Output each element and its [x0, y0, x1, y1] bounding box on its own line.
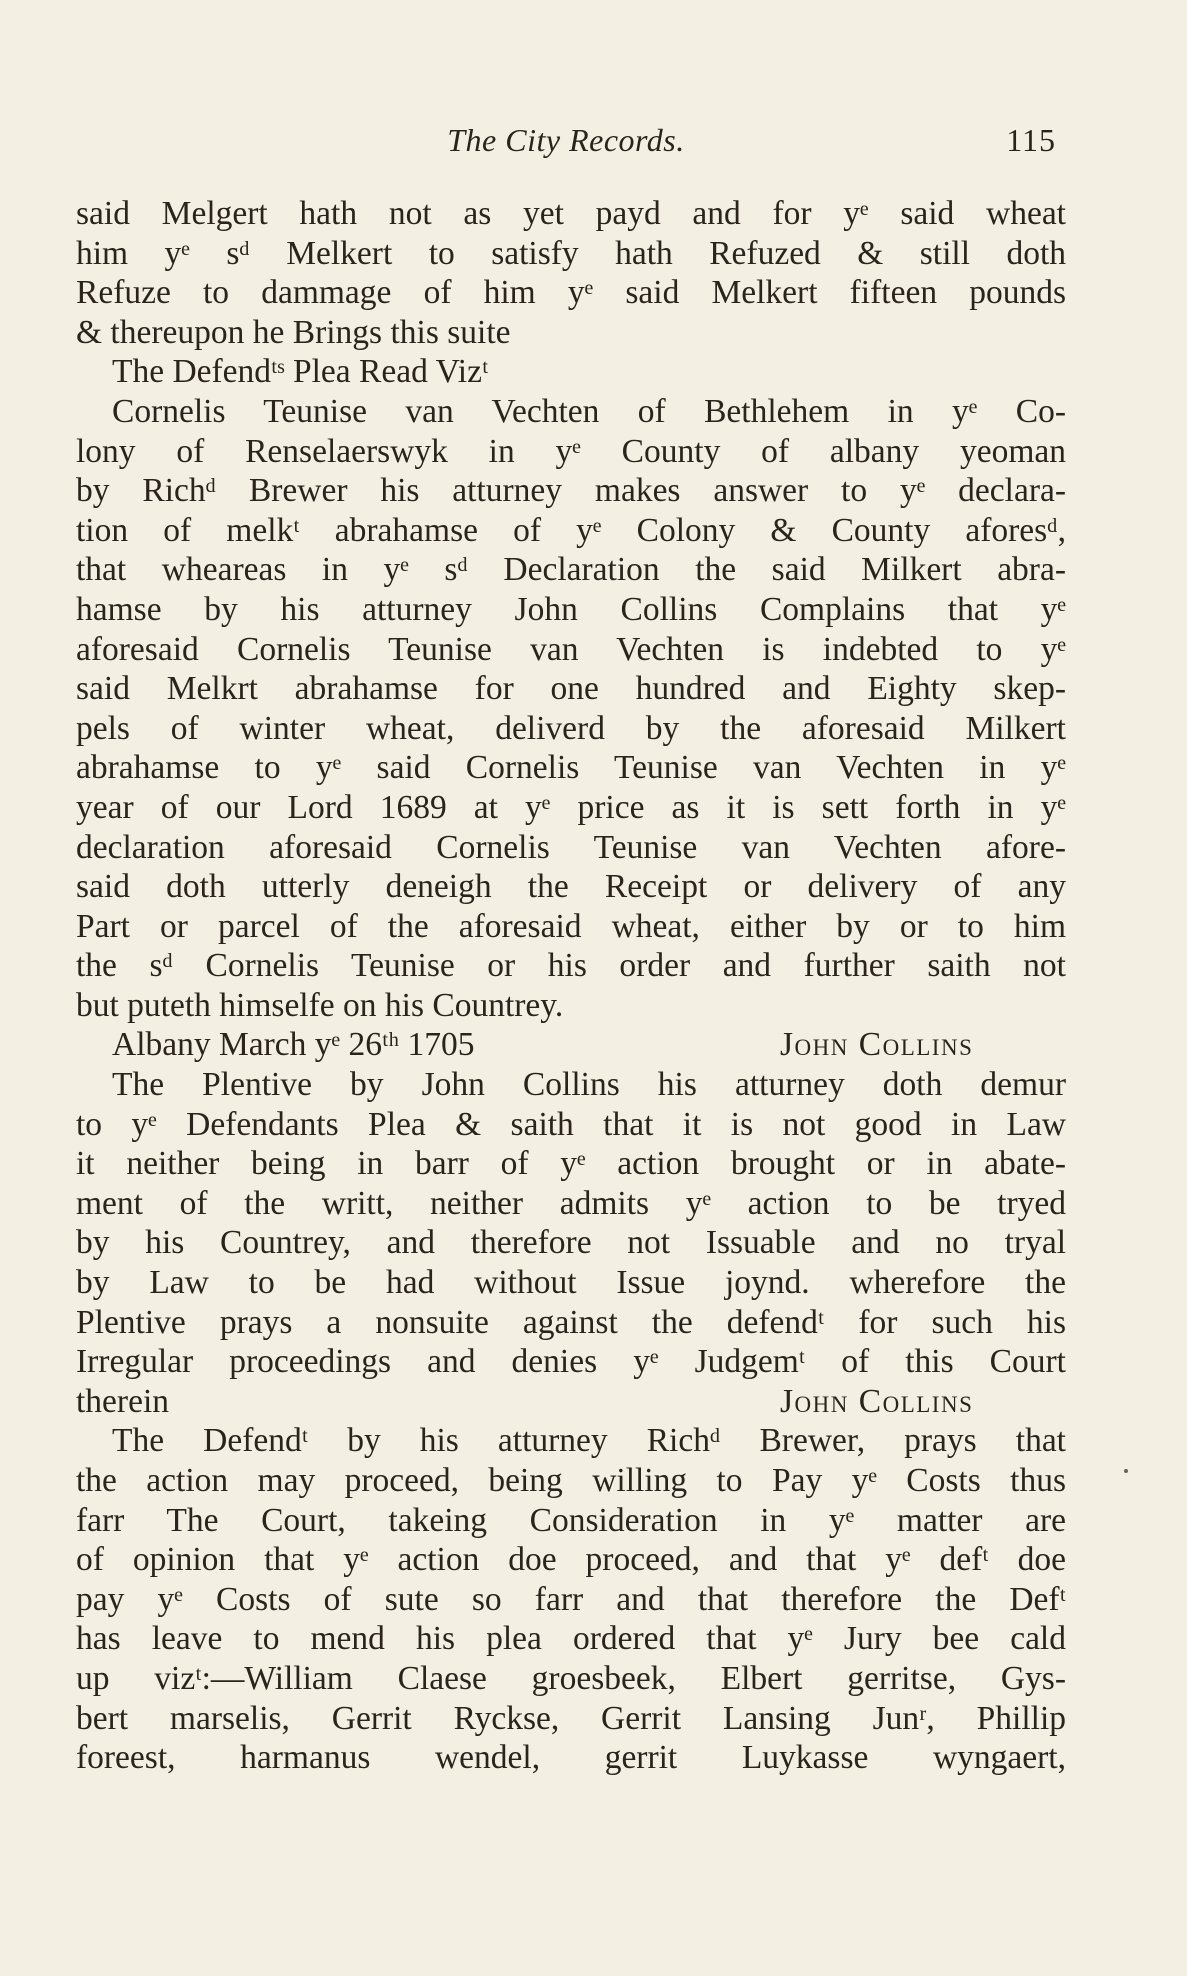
text-line: said Melgert hath not as yet payd and for yᵉ said wheat	[76, 195, 1066, 232]
body-text	[76, 194, 1066, 1778]
text-line: bert marselis, Gerrit Ryckse, Gerrit Lansing Junʳ, Phillip	[76, 1699, 1066, 1737]
text-line: up vizᵗ:—William Claese groesbeek, Elbert gerritse, Gys-	[76, 1659, 1066, 1697]
text-line: foreest, harmanus wendel, gerrit Luykasse wyngaert,	[76, 1739, 1066, 1777]
text-line: The Defendᵗ by his atturney Richᵈ Brewer, prays that	[112, 1422, 1066, 1460]
text-line: year of our Lord 1689 at yᵉ price as it is sett forth in yᵉ	[76, 788, 1066, 826]
text-line: it neither being in barr of yᵉ action brought or in abate-	[76, 1145, 1066, 1183]
text-line: farr The Court, takeing Consideration in yᵉ matter are	[76, 1501, 1066, 1539]
text-line: Refuze to dammage of him yᵉ said Melkert fifteen pounds	[76, 274, 1066, 312]
text-line: Plentive prays a nonsuite against the defendᵗ for such his	[76, 1303, 1066, 1341]
text-line: Cornelis Teunise van Vechten of Bethlehem in yᵉ Co-	[112, 392, 1066, 430]
text-line: Irregular proceedings and denies yᵉ Judgemᵗ of this Court	[76, 1343, 1066, 1381]
text-line: tion of melkᵗ abrahamse of yᵉ Colony & County aforesᵈ,	[76, 511, 1066, 549]
text-line: lony of Renselaerswyk in yᵉ County of albany yeoman	[76, 432, 1066, 470]
text-line: said Melkrt abrahamse for one hundred and Eighty skep-	[76, 670, 1066, 708]
text-line: hamse by his atturney John Collins Complains that yᵉ	[76, 590, 1066, 628]
text-line: the sᵈ Cornelis Teunise or his order and further saith not	[76, 947, 1066, 985]
text-line: by Law to be had without Issue joynd. wherefore the	[76, 1264, 1066, 1302]
signature-line	[76, 1382, 1066, 1422]
text-line: declaration aforesaid Cornelis Teunise van Vechten afore-	[76, 828, 1066, 866]
text-line: by Richᵈ Brewer his atturney makes answer to yᵉ declara-	[76, 472, 1066, 510]
text-line: pels of winter wheat, deliverd by the aforesaid Milkert	[76, 709, 1066, 747]
signature-name: John Collins	[780, 1382, 974, 1420]
text-line: Part or parcel of the aforesaid wheat, either by or to him	[76, 907, 1066, 945]
text-line: aforesaid Cornelis Teunise van Vechten is indebted to yᵉ	[76, 630, 1066, 668]
text-line: The Plentive by John Collins his atturney doth demur	[112, 1066, 1066, 1104]
page-header	[76, 122, 1056, 168]
text-line: pay yᵉ Costs of sute so farr and that therefore the Defᵗ	[76, 1580, 1066, 1618]
text-line: but puteth himselfe on his Countrey.	[76, 986, 564, 1024]
signature-line	[76, 1025, 1066, 1065]
text-line: by his Countrey, and therefore not Issuable and no tryal	[76, 1224, 1066, 1262]
text-line: ment of the writt, neither admits yᵉ action to be tryed	[76, 1184, 1066, 1222]
text-line: & thereupon he Brings this suite	[76, 313, 511, 351]
closing-word: therein	[76, 1382, 170, 1420]
text-line: has leave to mend his plea ordered that yᵉ Jury bee cald	[76, 1620, 1066, 1658]
page-number: 115	[1006, 122, 1056, 158]
text-line: of opinion that yᵉ action doe proceed, and that yᵉ defᵗ doe	[76, 1541, 1066, 1579]
text-line: that wheareas in yᵉ sᵈ Declaration the said Milkert abra-	[76, 551, 1066, 589]
signature-name: John Collins	[780, 1026, 974, 1064]
text-line: abrahamse to yᵉ said Cornelis Teunise van Vechten in yᵉ	[76, 749, 1066, 787]
text-line: to yᵉ Defendants Plea & saith that it is not good in Law	[76, 1105, 1066, 1143]
running-title: The City Records.	[447, 122, 685, 158]
margin-speck	[1124, 1469, 1128, 1473]
text-line: the action may proceed, being willing to Pay yᵉ Costs thus	[76, 1462, 1066, 1499]
date-place: Albany March yᵉ 26ᵗʰ 1705	[112, 1026, 475, 1064]
text-line: him yᵉ sᵈ Melkert to satisfy hath Refuzed & still doth	[76, 234, 1066, 272]
text-line: said doth utterly deneigh the Receipt or delivery of any	[76, 868, 1066, 906]
text-line: The Defendᵗˢ Plea Read Vizᵗ	[112, 353, 489, 391]
